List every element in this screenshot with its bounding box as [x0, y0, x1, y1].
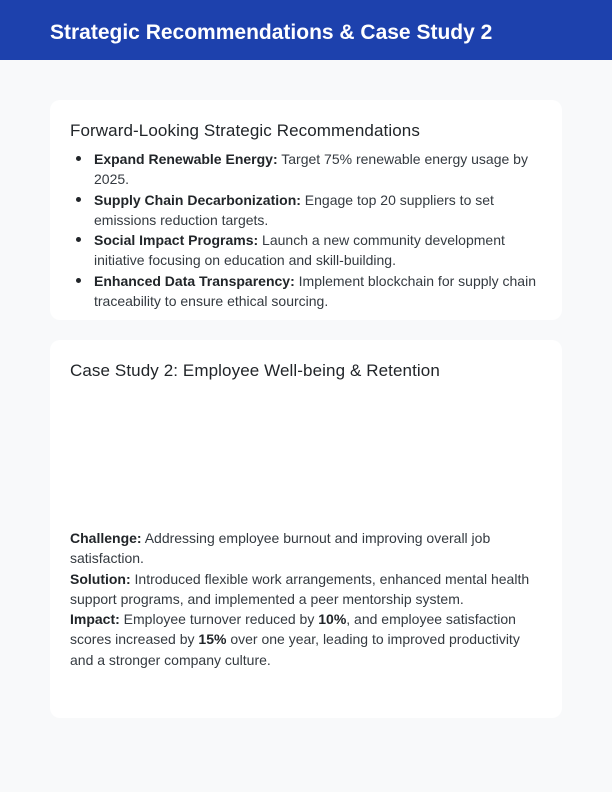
list-item: [94, 271, 542, 312]
case-study-body: [70, 528, 542, 670]
list-item: [94, 230, 542, 271]
recommendations-heading: Forward-Looking Strategic Recommendations: [70, 121, 420, 140]
recommendation-label: Enhanced Data Transparency:: [94, 272, 295, 289]
impact-text: over one year, leading to improved productivity and a stronger company culture.: [70, 631, 520, 668]
recommendation-label: Social Impact Programs:: [94, 232, 259, 249]
impact-text: , and employee satisfaction scores increased by: [70, 611, 516, 648]
recommendation-text: Target 75% renewable energy usage by 2025.: [94, 151, 528, 188]
solution-text: Introduced flexible work arrangements, enhanced mental health support programs, and implemented a peer mentorship system.: [70, 570, 530, 607]
challenge-paragraph: [70, 528, 542, 569]
recommendation-text: Launch a new community development initiative focusing on education and skill-building.: [94, 232, 505, 269]
blank-image-area: [70, 382, 542, 528]
recommendations-card: [50, 100, 562, 320]
satisfaction-increase-value: 15%: [198, 631, 227, 648]
impact-label: Impact:: [70, 611, 120, 628]
turnover-reduction-value: 10%: [318, 611, 347, 628]
challenge-label: Challenge:: [70, 530, 142, 546]
page-title: Strategic Recommendations & Case Study 2: [50, 21, 493, 44]
case-study-heading: Case Study 2: Employee Well-being & Retention: [70, 361, 440, 380]
recommendation-label: Supply Chain Decarbonization:: [94, 191, 301, 208]
solution-label: Solution:: [70, 570, 131, 587]
impact-text: Employee turnover reduced by: [119, 611, 319, 628]
recommendation-text: Implement blockchain for supply chain traceability to ensure ethical sourcing.: [94, 272, 536, 310]
recommendation-label: Expand Renewable Energy:: [94, 151, 278, 167]
recommendation-text: Engage top 20 suppliers to set emissions reduction targets.: [94, 191, 494, 228]
case-study-card: [50, 340, 562, 718]
challenge-text: Addressing employee burnout and improving overall job satisfaction.: [70, 530, 491, 567]
page-header: [0, 0, 612, 60]
impact-paragraph: [70, 609, 542, 670]
solution-paragraph: [70, 569, 542, 610]
recommendations-list: [70, 149, 542, 311]
list-item: [94, 190, 542, 231]
list-item: [94, 149, 542, 190]
